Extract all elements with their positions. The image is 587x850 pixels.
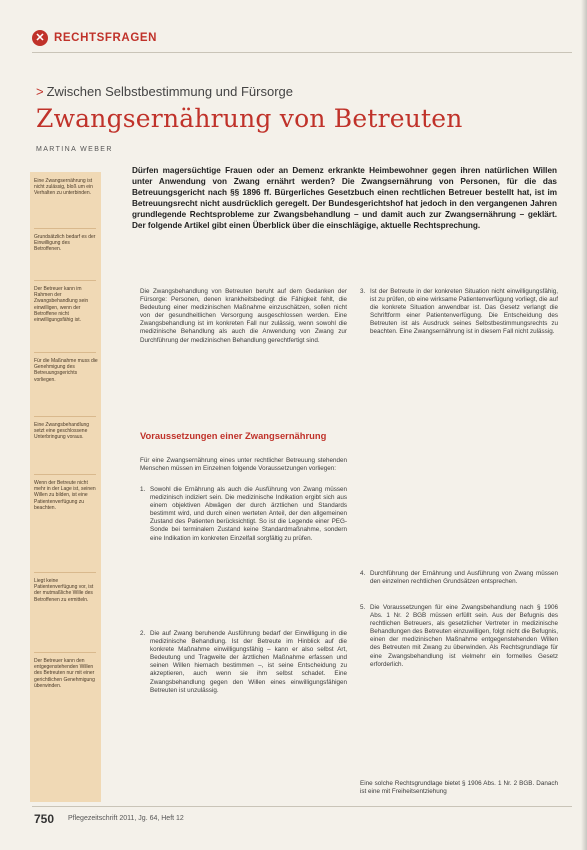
- item-text: Die Voraussetzungen für eine Zwangsbehandlung nach § 1906 Abs. 1 Nr. 2 BGB müssen erfüllt sein. Aus der Befugnis des rechtlichen Betreuers, als gesetzlicher Vertreter in medizinische Behandlungen des Betreuten einzuwilligen, folgt nicht die Befugnis, einen der medizinischen Maßnahme entgegenstehenden Willen des Betreuten mit Zwang zu überwinden. Als Rechtsgrundlage für eine Zwangsbehandlung ist vielmehr ein formelles Gesetz erforderlich.: [370, 604, 558, 668]
- sidebar-note: Eine Zwangsernährung ist nicht zulässig, bloß um ein Verhalten zu unterbinden.: [34, 178, 93, 197]
- numbered-item: [140, 630, 347, 695]
- sidebar-divider: [34, 474, 96, 475]
- sidebar-divider: [34, 572, 96, 573]
- numbered-item: [360, 604, 558, 669]
- item-number: 4.: [360, 570, 366, 577]
- sidebar-summary: [30, 172, 101, 802]
- numbered-item: [140, 486, 347, 543]
- body-column-left-continued: [140, 457, 347, 473]
- footer-divider: [32, 806, 572, 807]
- sidebar-divider: [34, 652, 96, 653]
- sidebar-divider: [34, 352, 96, 353]
- item-text: Ist der Betreute in der konkreten Situation nicht einwilligungsfähig, ist zu prüfen, ob eine wirksame Patientenverfügung vorliegt, die auf die konkrete Situation anwendbar ist. Das Gesetz verlangt die Schriftform einer Patientenverfügung. Die Entscheidung des Betreuten ist als Ausdruck seines Selbstbestimmungsrechts zu beachten. Eine Zwangsernährung ist in diesem Fall nicht zulässig.: [370, 288, 558, 336]
- sidebar-divider: [34, 416, 96, 417]
- sidebar-divider: [34, 280, 96, 281]
- lead-paragraph: Dürfen magersüchtige Frauen oder an Demenz erkrankte Heimbewohner gegen ihren natürlichen Willen unter Anwendung von Zwang ernährt werden? Die Zwangsernährung von Personen, für die das Betreuungsgericht nach §§ 1896 ff. Bürgerliches Gesetzbuch einen rechtlichen Betreuer bestellt hat, ist im Betreuungsrecht nicht ausdrücklich geregelt. Der Bundesgerichtshof hat jedoch in den vergangenen Jahren grundlegende Rechtsprobleme zur Zwangsbehandlung – und damit auch zur Zwangsernährung – geklärt. Der folgende Artikel gibt einen Überblick über die einschlägige, aktuelle Rechtsprechung.: [132, 166, 557, 230]
- body-paragraph: Für eine Zwangsernährung eines unter rechtlicher Betreuung stehenden Menschen müssen im Einzelnen folgende Voraussetzungen vorliegen:: [140, 457, 347, 473]
- item-number: 5.: [360, 604, 366, 611]
- sidebar-note: Der Betreuer kann den entgegenstehenden Willen des Betreuten nur mit einer gerichtlichen Genehmigung überwinden.: [34, 658, 95, 689]
- item-number: 3.: [360, 288, 366, 295]
- body-column-right-tail: [360, 780, 558, 796]
- body-column-left: [140, 288, 347, 345]
- numbered-item: [360, 288, 558, 337]
- kicker: [36, 84, 293, 99]
- item-number: 1.: [140, 486, 146, 493]
- rubric-header: [32, 30, 157, 46]
- section-close-icon: ✕: [32, 30, 48, 46]
- body-paragraph: Eine solche Rechtsgrundlage bietet § 1906 Abs. 1 Nr. 2 BGB. Danach ist eine mit Freiheitsentziehung: [360, 780, 558, 796]
- item-number: 2.: [140, 630, 146, 637]
- chevron-right-icon: >: [36, 84, 44, 99]
- author-byline: MARTINA WEBER: [36, 146, 113, 153]
- rubric-label: RECHTSFRAGEN: [54, 32, 158, 44]
- sidebar-note: Grundsätzlich bedarf es der Einwilligung des Betroffenen.: [34, 234, 96, 253]
- body-paragraph: Die Zwangsbehandlung von Betreuten beruht auf dem Gedanken der Fürsorge: Personen, denen krankheitsbedingt die Fähigkeit fehlt, die Bedeutung einer medizinischen Maßnahme einzuschätzen, sollen nicht von der gesundheitlichen Versorgung ausgeschlossen werden. Eine Zwangsbehandlung ist im konkreten Fall nur zulässig, wenn sowohl die medizinische Behandlung als auch die Anwendung von Zwang zur Durchführung der medizinischen Behandlung gerechtfertigt sind.: [140, 288, 347, 344]
- kicker-text: Zwischen Selbstbestimmung und Fürsorge: [46, 84, 293, 99]
- sidebar-note: Der Betreuer kann im Rahmen der Zwangsbehandlung sein einwilligen, wenn der Betroffene nicht einwilligungsfähig ist.: [34, 286, 89, 324]
- sidebar-note: Liegt keine Patientenverfügung vor, ist der mutmaßliche Wille des Betroffenen zu ermitteln.: [34, 578, 94, 603]
- article-headline: Zwangsernährung von Betreuten: [36, 104, 463, 133]
- sidebar-divider: [34, 228, 96, 229]
- section-subhead: Voraussetzungen einer Zwangsernährung: [140, 430, 327, 441]
- page-edge-shadow: [581, 0, 587, 850]
- item-text: Die auf Zwang beruhende Ausführung bedarf der Einwilligung in die medizinische Behandlung. Ist der Betreute im Hinblick auf die konkrete Maßnahme einwilligungsfähig – kann er also selbst Art, Bedeutung und Tragweite der ärztlichen Maßnahme erfassen und seinen Willen hiernach bestimmen –, ist seine Entscheidung zu akzeptieren, auch wenn sie ihm selbst schadet. Eine Zwangsbehandlung gegen den Willen eines einwilligungsfähigen Betreuten ist unzulässig.: [150, 630, 347, 694]
- sidebar-note: Für die Maßnahme muss die Genehmigung des Betreuungsgerichts vorliegen.: [34, 358, 98, 383]
- sidebar-note: Eine Zwangsbehandlung setzt eine geschlossene Unterbringung voraus.: [34, 422, 90, 441]
- journal-citation: Pflegezeitschrift 2011, Jg. 64, Heft 12: [68, 815, 184, 822]
- item-text: Durchführung der Ernährung und Ausführung von Zwang müssen den einzelnen rechtlichen Grundsätzen entsprechen.: [370, 570, 558, 586]
- sidebar-note: Wenn der Betreute nicht mehr in der Lage ist, seinen Willen zu bilden, ist eine Patientenverfügung zu beachten.: [34, 480, 96, 511]
- numbered-item: [360, 570, 558, 586]
- item-text: Sowohl die Ernährung als auch die Ausführung von Zwang müssen medizinisch indiziert sein. Die medizinische Indikation ergibt sich aus einem objektiven Abwägen der durch ärztlichen und Standards bestimmt wird, und durch einen werteten Anteil, der den allgemeinen Zustand des Patienten berücksichtigt. So ist die Legende einer PEG-Sonde bei terminalem Zustand keine Standardmaßnahme, sondern eine Indikation im konkreten Einzelfall sorgfältig zu prüfen.: [150, 486, 347, 542]
- page-number: 750: [34, 812, 55, 826]
- header-divider: [32, 52, 572, 53]
